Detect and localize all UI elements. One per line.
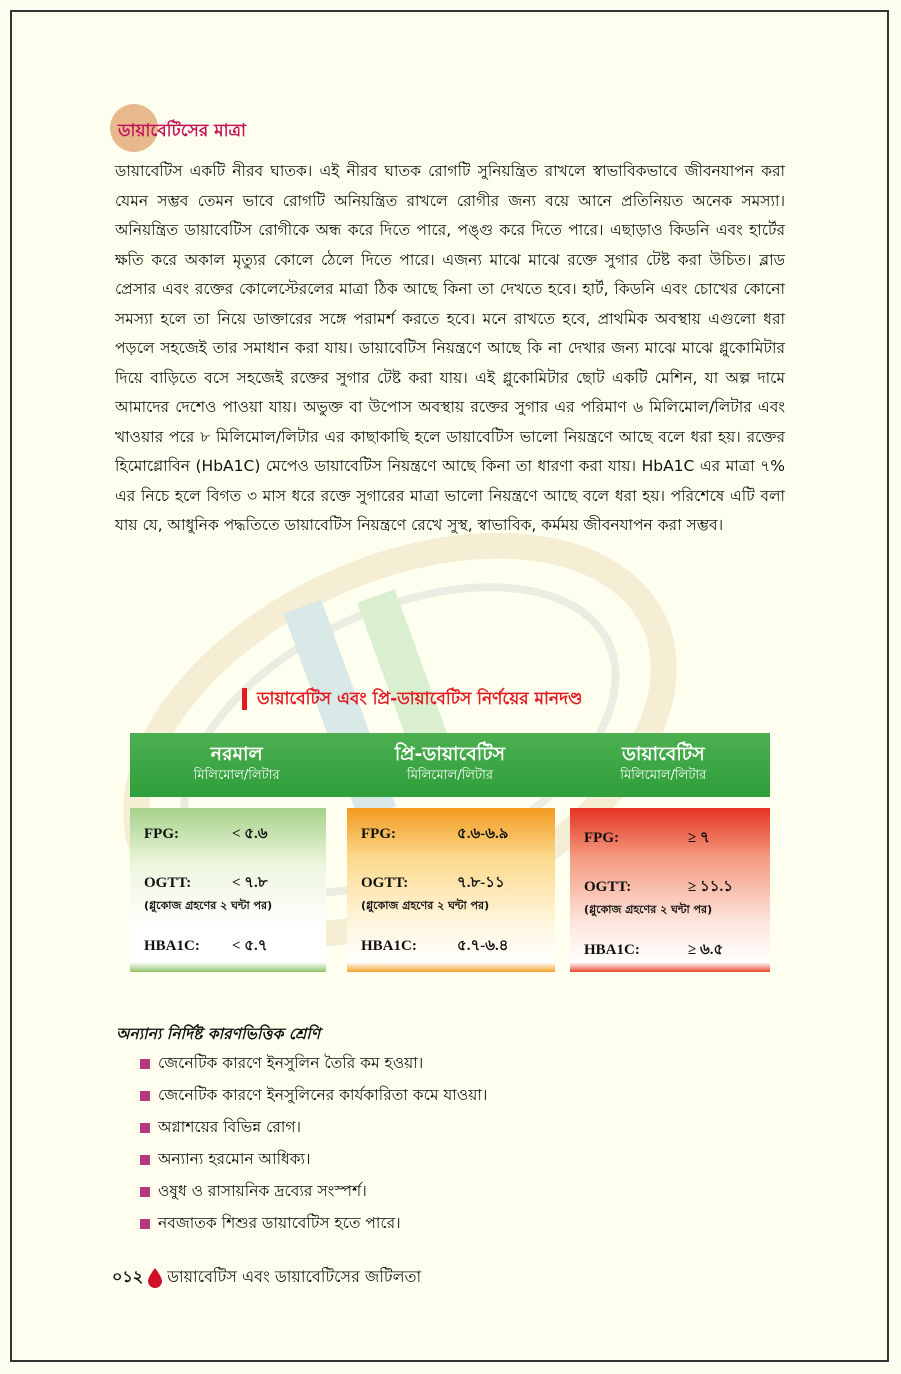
book-title: ডায়াবেটিস এবং ডায়াবেটিসের জটিলতা xyxy=(167,1267,422,1286)
card-prediabetes xyxy=(347,808,555,972)
header-title: প্রি-ডায়াবেটিস xyxy=(394,743,506,765)
list-item-text: অগ্নাশয়ের বিভিন্ন রোগ। xyxy=(158,1118,302,1136)
page-number: ০১২ xyxy=(112,1267,144,1286)
list-item-text: ওষুধ ও রাসায়নিক দ্রব্যের সংস্পর্শ। xyxy=(158,1182,367,1200)
ogtt-note: (গ্লুকোজ গ্রহণের ২ ঘন্টা পর) xyxy=(361,899,490,912)
hba1c-label: HBA1C: xyxy=(584,942,640,958)
table-title: ডায়াবেটিস এবং প্রি-ডায়াবেটিস নির্ণয়ের মানদণ্ড xyxy=(242,688,582,710)
hba1c-value: ৫.৭-৬.৪ xyxy=(457,938,509,954)
square-bullet-icon xyxy=(140,1091,150,1101)
header-unit: মিলিমোল/লিটার xyxy=(193,768,280,783)
square-bullet-icon xyxy=(140,1187,150,1197)
hba1c-row xyxy=(584,938,756,963)
fpg-row xyxy=(361,822,541,847)
page-footer xyxy=(112,1264,421,1291)
list-item xyxy=(140,1080,487,1112)
card-normal xyxy=(130,808,326,972)
list-item xyxy=(140,1208,487,1240)
ogtt-row xyxy=(361,871,541,896)
square-bullet-icon xyxy=(140,1155,150,1165)
ogtt-note: (গ্লুকোজ গ্রহণের ২ ঘন্টা পর) xyxy=(584,903,713,916)
hba1c-value: < ৫.৭ xyxy=(232,938,268,954)
ogtt-note: (গ্লুকোজ গ্রহণের ২ ঘন্টা পর) xyxy=(144,899,273,912)
ogtt-row xyxy=(584,875,756,900)
fpg-value: ≥ ৭ xyxy=(688,830,710,846)
section-title: ডায়াবেটিসের মাত্রা xyxy=(118,121,246,141)
list-item xyxy=(140,1048,487,1080)
ogtt-label: OGTT: xyxy=(584,879,632,895)
ogtt-value: < ৭.৮ xyxy=(232,875,268,891)
hba1c-label: HBA1C: xyxy=(361,938,417,954)
list-heading: অন্যান্য নির্দিষ্ট কারণভিত্তিক শ্রেণি xyxy=(116,1025,321,1043)
ogtt-value: ৭.৮-১১ xyxy=(457,875,505,891)
card-diabetes xyxy=(570,808,770,972)
hba1c-row xyxy=(144,934,312,959)
square-bullet-icon xyxy=(140,1059,150,1069)
square-bullet-icon xyxy=(140,1123,150,1133)
header-title: ডায়াবেটিস xyxy=(621,743,705,765)
list-item-text: জেনেটিক কারণে ইনসুলিনের কার্যকারিতা কমে যাওয়া। xyxy=(158,1086,488,1104)
list-item xyxy=(140,1144,487,1176)
blood-drop-icon xyxy=(146,1267,164,1289)
fpg-value: < ৫.৬ xyxy=(232,826,268,842)
header-title: নরমাল xyxy=(210,743,263,765)
fpg-label: FPG: xyxy=(361,826,396,842)
fpg-row xyxy=(584,826,756,851)
fpg-label: FPG: xyxy=(584,830,619,846)
header-normal xyxy=(130,733,343,797)
list-item-text: অন্যান্য হরমোন আধিক্য। xyxy=(158,1150,311,1168)
header-prediabetes xyxy=(343,733,556,797)
square-bullet-icon xyxy=(140,1219,150,1229)
header-unit: মিলিমোল/লিটার xyxy=(620,768,707,783)
hba1c-value: ≥ ৬.৫ xyxy=(688,942,724,958)
fpg-row xyxy=(144,822,312,847)
header-diabetes xyxy=(557,733,770,797)
hba1c-row xyxy=(361,934,541,959)
fpg-label: FPG: xyxy=(144,826,179,842)
ogtt-row xyxy=(144,871,312,896)
hba1c-label: HBA1C: xyxy=(144,938,200,954)
list-item-text: জেনেটিক কারণে ইনসুলিন তৈরি কম হওয়া। xyxy=(158,1054,424,1072)
table-header xyxy=(130,733,770,797)
ogtt-label: OGTT: xyxy=(361,875,409,891)
header-unit: মিলিমোল/লিটার xyxy=(406,768,494,783)
list-item xyxy=(140,1176,487,1208)
cause-list xyxy=(140,1048,487,1240)
list-item xyxy=(140,1112,487,1144)
fpg-value: ৫.৬-৬.৯ xyxy=(457,826,509,842)
body-paragraph: ডায়াবেটিস একটি নীরব ঘাতক। এই নীরব ঘাতক রোগটি সুনিয়ন্ত্রিত রাখলে স্বাভাবিকভাবে জীবনযাপন করা যেমন সম্ভব তেমন ভাবে রোগটি অনিয়ন্ত্রিত রাখলে রোগীর জন্য বয়ে আনে প্রতিনিয়ত অনেক সমস্যা। অনিয়ন্ত্রিত ডায়াবেটিস রোগীকে অন্ধ করে দিতে পারে, পঙ্গু করে দিতে পারে। এছাড়াও কিডনি এবং হার্টের ক্ষতি করে অকাল মৃত্যুর কোলে ঠেলে দিতে পারে। এজন্য মাঝে মাঝে রক্তে সুগার টেষ্ট করা উচিত। ব্লাড প্রেসার এবং রক্তের কোলেস্টেরলের মাত্রা ঠিক আছে কিনা তা দেখতে হবে। হার্ট, কিডনি এবং চোখের কোনো সমস্যা হলে তা নিয়ে ডাক্তারের সঙ্গে পরামর্শ করতে হবে। মনে রাখতে হবে, প্রাথমিক অবস্থায় এগুলো ধরা পড়লে সহজেই তার সমাধান করা যায়। ডায়াবেটিস নিয়ন্ত্রণে আছে কি না দেখার জন্য মাঝে মাঝে গ্লুকোমিটার দিয়ে বাড়িতে বসে সহজেই রক্তের সুগার টেষ্ট করা যায়। এই গ্লুকোমিটার ছোট একটি মেশিন, যা অল্প দামে আমাদের দেশেও পাওয়া যায়। অভুক্ত বা উপোস অবস্থায় রক্তের সুগার এর পরিমাণ ৬ মিলিমোল/লিটার এবং খাওয়ার পরে ৮ মিলিমোল/লিটার এর কাছাকাছি হলে ডায়াবেটিস ভালো নিয়ন্ত্রণে আছে বলে ধরা হয়। রক্তের হিমোগ্লোবিন (HbA1C) মেপেও ডায়াবেটিস নিয়ন্ত্রণে আছে কিনা তা ধারণা করা যায়। HbA1C এর মাত্রা ৭% এর নিচে হলে বিগত ৩ মাস ধরে রক্তে সুগারের মাত্রা ভালো নিয়ন্ত্রণে আছে বলে ধরা হয়। পরিশেষে এটি বলা যায় যে, আধুনিক পদ্ধতিতে ডায়াবেটিস নিয়ন্ত্রণে রেখে সুস্থ, স্বাভাবিক, কর্মময় জীবনযাপন করা সম্ভব। xyxy=(115,162,785,534)
list-item-text: নবজাতক শিশুর ডায়াবেটিস হতে পারে। xyxy=(158,1214,401,1232)
ogtt-label: OGTT: xyxy=(144,875,192,891)
ogtt-value: ≥ ১১.১ xyxy=(688,879,733,895)
